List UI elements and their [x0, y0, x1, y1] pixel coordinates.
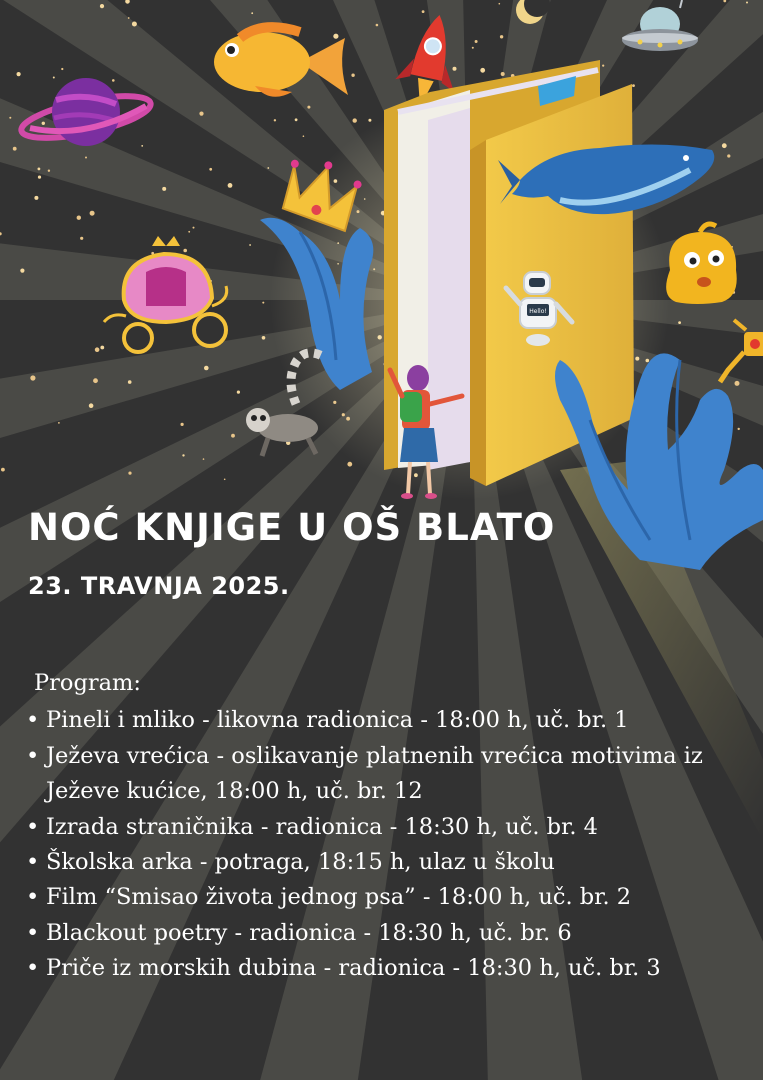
star-dot	[237, 391, 240, 394]
star-dot	[347, 462, 352, 467]
star-dot	[17, 72, 21, 76]
star-dot	[34, 196, 38, 200]
star-dot	[224, 479, 226, 481]
star-dot	[262, 302, 264, 304]
star-dot	[61, 68, 63, 70]
event-title: NOĆ KNJIGE U OŠ BLATO	[28, 506, 556, 549]
star-dot	[38, 168, 41, 171]
star-dot	[141, 145, 143, 147]
star-dot	[90, 211, 95, 216]
star-dot	[20, 269, 24, 273]
star-dot	[77, 216, 81, 220]
star-dot	[376, 24, 379, 27]
star-dot	[231, 434, 235, 438]
star-dot	[735, 381, 740, 386]
star-dot	[42, 122, 45, 125]
star-dot	[1, 468, 5, 472]
star-dot	[295, 118, 298, 121]
star-dot	[128, 17, 130, 19]
star-dot	[472, 47, 474, 49]
star-dot	[112, 79, 115, 82]
star-dot	[303, 135, 305, 137]
star-dot	[48, 170, 50, 172]
star-dot	[183, 249, 187, 253]
star-dot	[181, 423, 184, 426]
star-dot	[632, 84, 635, 87]
star-dot	[738, 428, 740, 430]
star-dot	[53, 77, 55, 79]
program-item: • Blackout poetry - radionica - 18:30 h, uč. br. 6	[24, 916, 744, 951]
star-dot	[249, 244, 251, 246]
star-dot	[162, 187, 166, 191]
program-item: • Pineli i mliko - likovna radionica - 18:00 h, uč. br. 1	[24, 703, 744, 738]
star-dot	[727, 154, 730, 157]
program-item: • Priče iz morskih dubina - radionica - 18:30 h, uč. br. 3	[24, 951, 744, 986]
star-dot	[480, 68, 485, 73]
program-item: • Film “Smisao života jednog psa” - 18:00 h, uč. br. 2	[24, 880, 744, 915]
star-dot	[30, 375, 35, 380]
star-dot	[193, 227, 195, 229]
star-dot	[132, 22, 137, 27]
star-dot	[93, 378, 98, 383]
star-dot	[351, 74, 354, 77]
star-dot	[80, 237, 83, 240]
star-dot	[85, 157, 87, 159]
star-dot	[262, 336, 266, 340]
star-dot	[307, 106, 310, 109]
program-heading: Program:	[34, 670, 141, 696]
star-dot	[500, 35, 503, 38]
star-dot	[602, 65, 604, 67]
star-dot	[368, 119, 371, 122]
star-dot	[203, 458, 205, 460]
star-dot	[746, 2, 748, 4]
star-dot	[204, 366, 209, 371]
program	[24, 666, 744, 987]
star-dot	[422, 10, 425, 13]
star-dot	[228, 183, 233, 188]
star-dot	[678, 321, 681, 324]
star-dot	[100, 346, 104, 350]
program-item: • Školska arka - potraga, 18:15 h, ulaz u školu	[24, 845, 744, 880]
star-dot	[209, 168, 212, 171]
program-item: • Izrada straničnika - radionica - 18:30 h, uč. br. 4	[24, 810, 744, 845]
star-dot	[267, 167, 269, 169]
star-dot	[9, 117, 11, 119]
star-dot	[38, 176, 41, 179]
event-date: 23. TRAVNJA 2025.	[28, 572, 290, 600]
star-dot	[251, 12, 253, 14]
program-list	[24, 703, 744, 986]
star-dot	[182, 454, 184, 456]
star-dot	[333, 34, 338, 39]
robot-screen-text: Hello!	[529, 308, 547, 315]
star-dot	[722, 143, 727, 148]
star-dot	[199, 112, 203, 116]
star-dot	[13, 147, 17, 151]
star-dot	[274, 119, 276, 121]
star-dot	[128, 472, 131, 475]
star-dot	[499, 3, 501, 5]
star-dot	[89, 403, 94, 408]
star-dot	[100, 4, 104, 8]
star-dot	[453, 67, 457, 71]
star-dot	[501, 72, 505, 76]
program-item: • Ježeva vrećica - oslikavanje platnenih vrećica motivima iz Ježeve kućice, 18:00 h, uč. br. 12	[24, 739, 744, 810]
star-dot	[188, 231, 190, 233]
star-dot	[95, 347, 100, 352]
star-dot	[353, 118, 357, 122]
star-dot	[475, 40, 478, 43]
star-dot	[58, 422, 60, 424]
star-dot	[128, 380, 132, 384]
